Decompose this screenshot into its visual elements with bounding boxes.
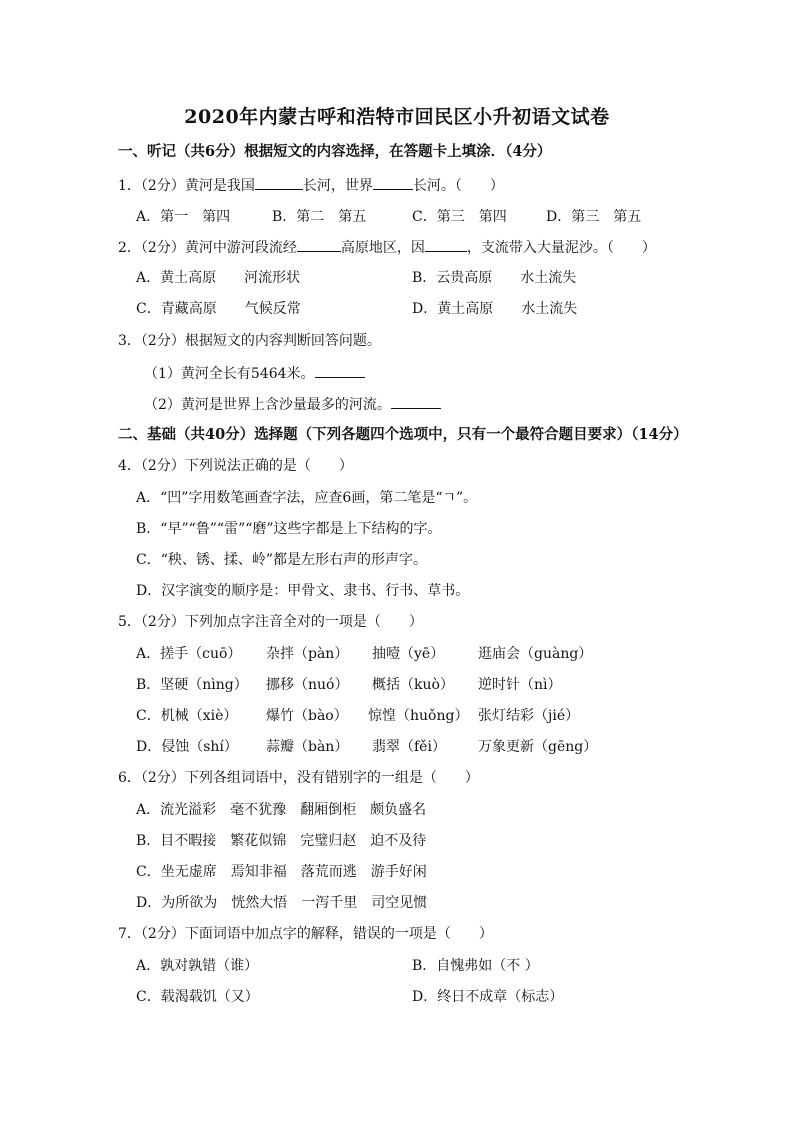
option-b: B．第二 第五: [272, 209, 367, 225]
option-a: A．黄土高原 河流形状: [136, 270, 301, 286]
section-heading-listening: 一、听记（共6分）根据短文的内容选择，在答题卡上填涂．（4分）: [118, 143, 552, 160]
option-a: A．流光溢彩 毫不犹豫 翻厢倒柜 颇负盛名: [136, 802, 427, 818]
question-1: [118, 175, 504, 196]
question-4-stem: 4．（2分）下列说法正确的是（ ）: [118, 458, 353, 474]
option-c: C．载渴载饥（又）: [136, 989, 259, 1005]
answer-blank: [425, 237, 467, 252]
option-d: D．汉字演变的顺序是：甲骨文、隶书、行书、草书。: [136, 583, 470, 599]
question-1-stem-a: 1．（2分）黄河是我国: [118, 178, 255, 194]
option-b: B．云贵高原 水土流失: [412, 270, 577, 286]
option-c-word-2: 爆竹（bào）: [266, 708, 348, 724]
option-c-word-1: C．机械（xiè）: [136, 708, 238, 724]
question-1-stem-c: 长河。（ ）: [412, 178, 504, 194]
answer-blank: [373, 175, 413, 190]
option-d-word-2: 蒜瓣（bàn）: [266, 739, 349, 755]
option-d-word-4: 万象更新（gēng）: [478, 739, 598, 755]
option-d-word-1: D．侵蚀（shí）: [136, 739, 238, 755]
option-c: C．“秧、锈、揉、岭”都是左形右声的形声字。: [136, 552, 428, 568]
question-3-stem: 3．（2分）根据短文的内容判断回答问题。: [118, 333, 381, 349]
option-a: A．孰对孰错（谁）: [136, 958, 259, 974]
option-a-word-2: 杂拌（pàn）: [266, 646, 349, 662]
question-3-sub-2: [144, 394, 441, 415]
option-b: B．自愧弗如（不 ）: [412, 958, 539, 974]
option-d: D．第三 第五: [546, 209, 642, 225]
question-2-stem-b: 高原地区，因: [340, 240, 425, 256]
option-c: C．第三 第四: [412, 209, 507, 225]
option-d: D．黄土高原 水土流失: [412, 301, 578, 317]
option-c-word-3: 惊惶（huǒng）: [368, 708, 469, 724]
section-heading-basics: 二、基础（共40分）选择题（下列各题四个选项中，只有一个最符合题目要求）（14分）: [118, 426, 688, 443]
option-c: C．青藏高原 气候反常: [136, 301, 301, 317]
answer-blank: [391, 394, 441, 409]
option-b: B．目不暇接 繁花似锦 完璧归赵 迫不及待: [136, 833, 427, 849]
question-2-stem-a: 2．（2分）黄河中游河段流经: [118, 240, 297, 256]
answer-blank: [297, 237, 341, 252]
option-b-word-4: 逆时针（nì）: [478, 677, 562, 693]
question-2: [118, 237, 656, 258]
question-1-stem-b: 长河，世界: [302, 178, 373, 194]
option-a-word-4: 逛庙会（guàng）: [478, 646, 593, 662]
answer-blank: [255, 175, 303, 190]
option-b-word-2: 挪移（nuó）: [266, 677, 349, 693]
option-c: C．坐无虚席 焉知非福 落荒而逃 游手好闲: [136, 864, 427, 880]
option-a: A．“凹”字用数笔画查字法，应查6画，第二笔是“ㄱ”。: [136, 490, 478, 506]
option-b-word-1: B．坚硬（nìng）: [136, 677, 248, 693]
question-6-stem: 6．（2分）下列各组词语中，没有错别字的一组是（ ）: [118, 770, 479, 786]
option-b: B．“早”“鲁”“雷”“磨”这些字都是上下结构的字。: [136, 521, 442, 537]
answer-blank: [315, 363, 365, 378]
option-d: D．终日不成章（标志）: [412, 989, 564, 1005]
option-b-word-3: 概括（kuò）: [372, 677, 454, 693]
sub-question-text: （2）黄河是世界上含沙量最多的河流。: [144, 397, 391, 413]
question-7-stem: 7．（2分）下面词语中加点字的解释，错误的一项是（ ）: [118, 926, 493, 942]
option-d-word-3: 翡翠（fěi）: [372, 739, 446, 755]
option-a-word-3: 抽噎（yē）: [372, 646, 445, 662]
question-5-stem: 5．（2分）下列加点字注音全对的一项是（ ）: [118, 614, 423, 630]
option-d: D．为所欲为 恍然大悟 一泻千里 司空见惯: [136, 895, 428, 911]
option-c-word-4: 张灯结彩（jié）: [478, 708, 580, 724]
question-2-stem-c: ，支流带入大量泥沙。（ ）: [466, 240, 656, 256]
option-a-word-1: A．搓手（cuō）: [136, 646, 242, 662]
question-3-sub-1: [144, 363, 365, 384]
sub-question-text: （1）黄河全长有5464米。: [144, 366, 315, 382]
page-title: 2020年内蒙古呼和浩特市回民区小升初语文试卷: [184, 106, 610, 128]
option-a: A．第一 第四: [136, 209, 231, 225]
